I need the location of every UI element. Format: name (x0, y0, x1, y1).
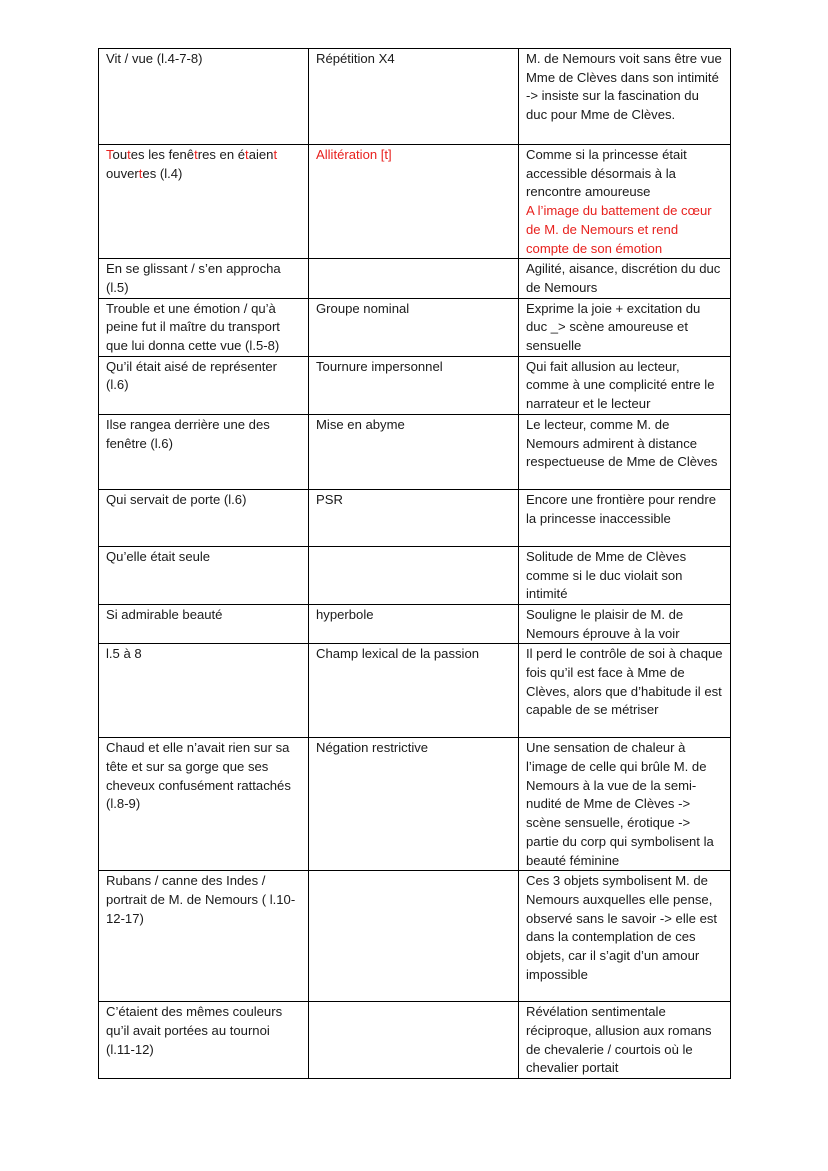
table-row (99, 604, 731, 643)
interpretation-cell: Le lecteur, comme M. de Nemours admirent à distance respectueuse de Mme de Clèves (519, 414, 731, 489)
figure-cell: hyperbole (309, 604, 519, 643)
interpretation-cell: Souligne le plaisir de M. de Nemours éprouve à la voir (519, 604, 731, 643)
interpretation-cell: Ces 3 objets symbolisent M. de Nemours auxquelles elle pense, observé sans le savoir -> elle est dans la contemplation de ces objets, car il s’agit d’un amour impossible (519, 871, 731, 1002)
figure-cell: PSR (309, 489, 519, 546)
interpretation-text: Comme si la princesse était accessible désormais à la rencontre amoureuse (526, 147, 687, 200)
quote-cell: Vit / vue (l.4-7-8) (99, 49, 309, 145)
quote-cell: Ilse rangea derrière une des fenêtre (l.6) (99, 414, 309, 489)
quote-cell: En se glissant / s’en approcha (l.5) (99, 259, 309, 298)
table-row (99, 644, 731, 738)
quote-cell: Qu’elle était seule (99, 546, 309, 604)
table-row (99, 49, 731, 145)
figure-cell (309, 871, 519, 1002)
figure-cell: Groupe nominal (309, 298, 519, 356)
quote-cell: Qu’il était aisé de représenter (l.6) (99, 356, 309, 414)
table-row (99, 356, 731, 414)
figure-cell: Mise en abyme (309, 414, 519, 489)
table-row (99, 738, 731, 871)
quote-cell: C’étaient des mêmes couleurs qu’il avait portées au tournoi (l.11-12) (99, 1002, 309, 1079)
figure-cell (309, 1002, 519, 1079)
figure-cell: Tournure impersonnel (309, 356, 519, 414)
quote-cell: Si admirable beauté (99, 604, 309, 643)
quote-cell: Qui servait de porte (l.6) (99, 489, 309, 546)
quote-cell: Chaud et elle n’avait rien sur sa tête et sur sa gorge que ses cheveux confusément rattachés (l.8-9) (99, 738, 309, 871)
quote-cell: Trouble et une émotion / qu’à peine fut il maître du transport que lui donna cette vue (l.5-8) (99, 298, 309, 356)
figure-cell: Répétition X4 (309, 49, 519, 145)
figure-cell: Champ lexical de la passion (309, 644, 519, 738)
interpretation-cell (519, 145, 731, 259)
interpretation-cell: Révélation sentimentale réciproque, allusion aux romans de chevalerie / courtois où le chevalier portait (519, 1002, 731, 1079)
interpretation-cell: Exprime la joie + excitation du duc _> scène amoureuse et sensuelle (519, 298, 731, 356)
interpretation-cell: Encore une frontière pour rendre la princesse inaccessible (519, 489, 731, 546)
figure-cell: Négation restrictive (309, 738, 519, 871)
interpretation-cell: Agilité, aisance, discrétion du duc de Nemours (519, 259, 731, 298)
table-row (99, 145, 731, 259)
figure-cell (309, 546, 519, 604)
table-row (99, 871, 731, 1002)
figure-cell (309, 259, 519, 298)
table-row (99, 546, 731, 604)
analysis-table (98, 48, 731, 1079)
interpretation-cell: Solitude de Mme de Clèves comme si le duc violait son intimité (519, 546, 731, 604)
table-row (99, 259, 731, 298)
interpretation-cell: Une sensation de chaleur à l’image de celle qui brûle M. de Nemours à la vue de la semi-nudité de Mme de Clèves -> scène sensuelle, érotique -> partie du corp qui symbolisent la beauté féminine (519, 738, 731, 871)
table-row (99, 298, 731, 356)
interpretation-cell: Il perd le contrôle de soi à chaque fois qu’il est face à Mme de Clèves, alors que d’habitude il est capable de se métriser (519, 644, 731, 738)
quote-cell: Toutes les fenêtres en étaient ouvertes (l.4) (99, 145, 309, 259)
interpretation-cell: Qui fait allusion au lecteur, comme à une complicité entre le narrateur et le lecteur (519, 356, 731, 414)
table-row (99, 1002, 731, 1079)
figure-cell: Allitération [t] (309, 145, 519, 259)
table-row (99, 489, 731, 546)
interpretation-highlight: A l’image du battement de cœur de M. de Nemours et rend compte de son émotion (526, 203, 712, 256)
interpretation-cell: M. de Nemours voit sans être vue Mme de Clèves dans son intimité -> insiste sur la fascination du duc pour Mme de Clèves. (519, 49, 731, 145)
quote-cell: Rubans / canne des Indes / portrait de M. de Nemours ( l.10-12-17) (99, 871, 309, 1002)
quote-cell: l.5 à 8 (99, 644, 309, 738)
table-row (99, 414, 731, 489)
